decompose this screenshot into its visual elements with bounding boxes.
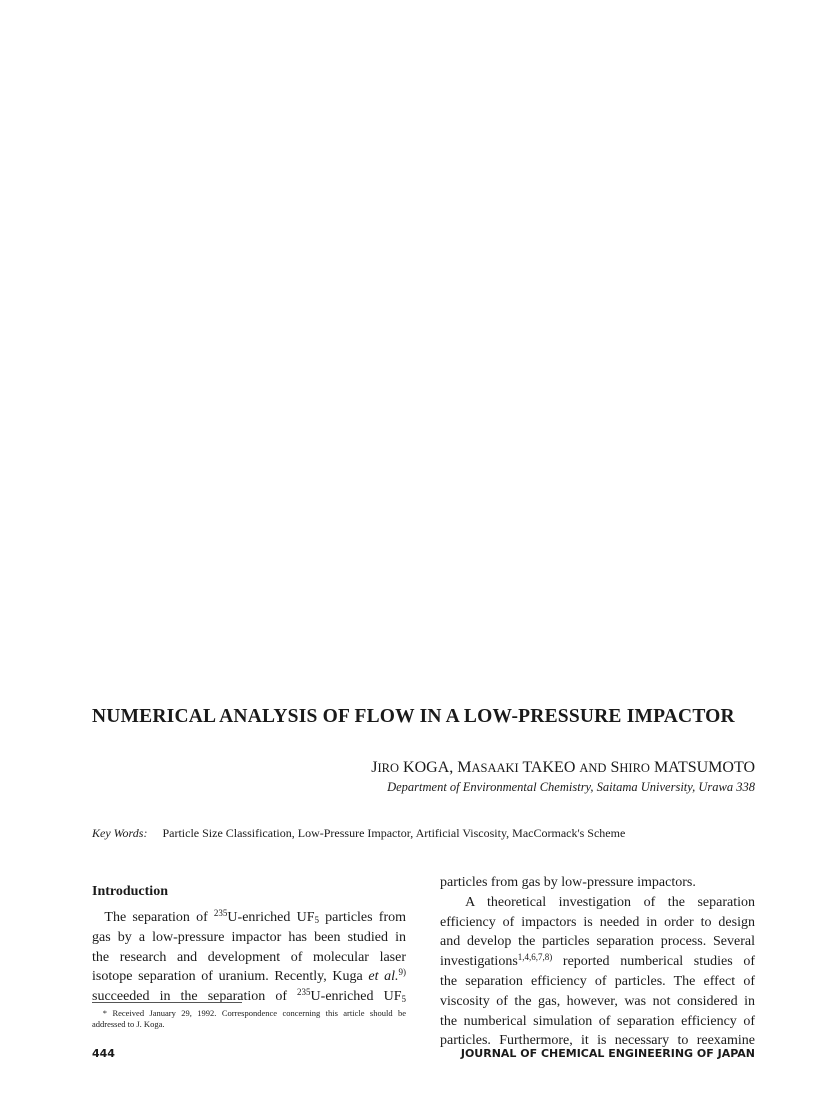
paragraph-line: gas by a low-pressure impactor has been studied in <box>92 929 406 945</box>
author-list <box>371 759 755 777</box>
footnote-line: addressed to J. Koga. <box>92 1018 165 1029</box>
paragraph-line: the numberical simulation of separation efficiency of <box>440 1013 755 1029</box>
author-name: JIRO KOGA, <box>371 759 454 776</box>
author-name: SHIRO MATSUMOTO <box>610 759 755 776</box>
author-name: MASAAKI TAKEO <box>457 759 576 776</box>
page-number: 444 <box>92 1047 115 1060</box>
paragraph-line: isotope separation of uranium. Recently, Kuga et al.$^{9)}$ <box>92 967 406 985</box>
paragraph-line: The separation of $^{235}$U-enriched $UF_5$ particles from <box>104 908 406 925</box>
footnote-divider <box>92 1002 242 1003</box>
paragraph-line: efficiency of impactors is needed in order to design <box>440 914 755 930</box>
affiliation: Department of Environmental Chemistry, Saitama University, Urawa 338 <box>387 780 755 794</box>
keywords-label: Key Words: <box>92 826 148 840</box>
author-conjunction: AND <box>579 761 607 775</box>
footnote <box>92 1008 406 1029</box>
section-heading-introduction: Introduction <box>92 884 168 899</box>
keywords <box>92 826 625 841</box>
paragraph-line: particles from gas by low-pressure impactors. <box>440 875 696 890</box>
text-column-right <box>440 873 755 1051</box>
paragraph-line: investigations$^{1,4,6,7,8)}$ reported numberical studies of <box>440 952 755 970</box>
paragraph-line: particles. Furthermore, it is necessary to reexamine <box>440 1033 755 1049</box>
paragraph-line: and develop the particles separation process. Several <box>440 934 755 950</box>
journal-name: JOURNAL OF CHEMICAL ENGINEERING OF JAPAN <box>460 1047 755 1060</box>
footnote-line: * Received January 29, 1992. Correspondence concerning this article should be <box>102 1008 406 1018</box>
paragraph-line: the separation efficiency of particles. The effect of <box>440 973 755 989</box>
paper-title: NUMERICAL ANALYSIS OF FLOW IN A LOW-PRESSURE IMPACTOR <box>92 706 735 727</box>
paragraph-line: A theoretical investigation of the separation <box>465 894 755 910</box>
paragraph-line: the research and development of molecular laser <box>92 949 406 965</box>
text-column-left <box>92 908 406 1007</box>
paragraph-line: viscosity of the gas, however, was not considered in <box>440 993 755 1009</box>
paragraph-line: succeeded in the separation of $^{235}$U-enriched $UF_5$ <box>92 987 406 1005</box>
keywords-text: Particle Size Classification, Low-Pressure Impactor, Artificial Viscosity, MacCormack's Scheme <box>162 826 626 840</box>
